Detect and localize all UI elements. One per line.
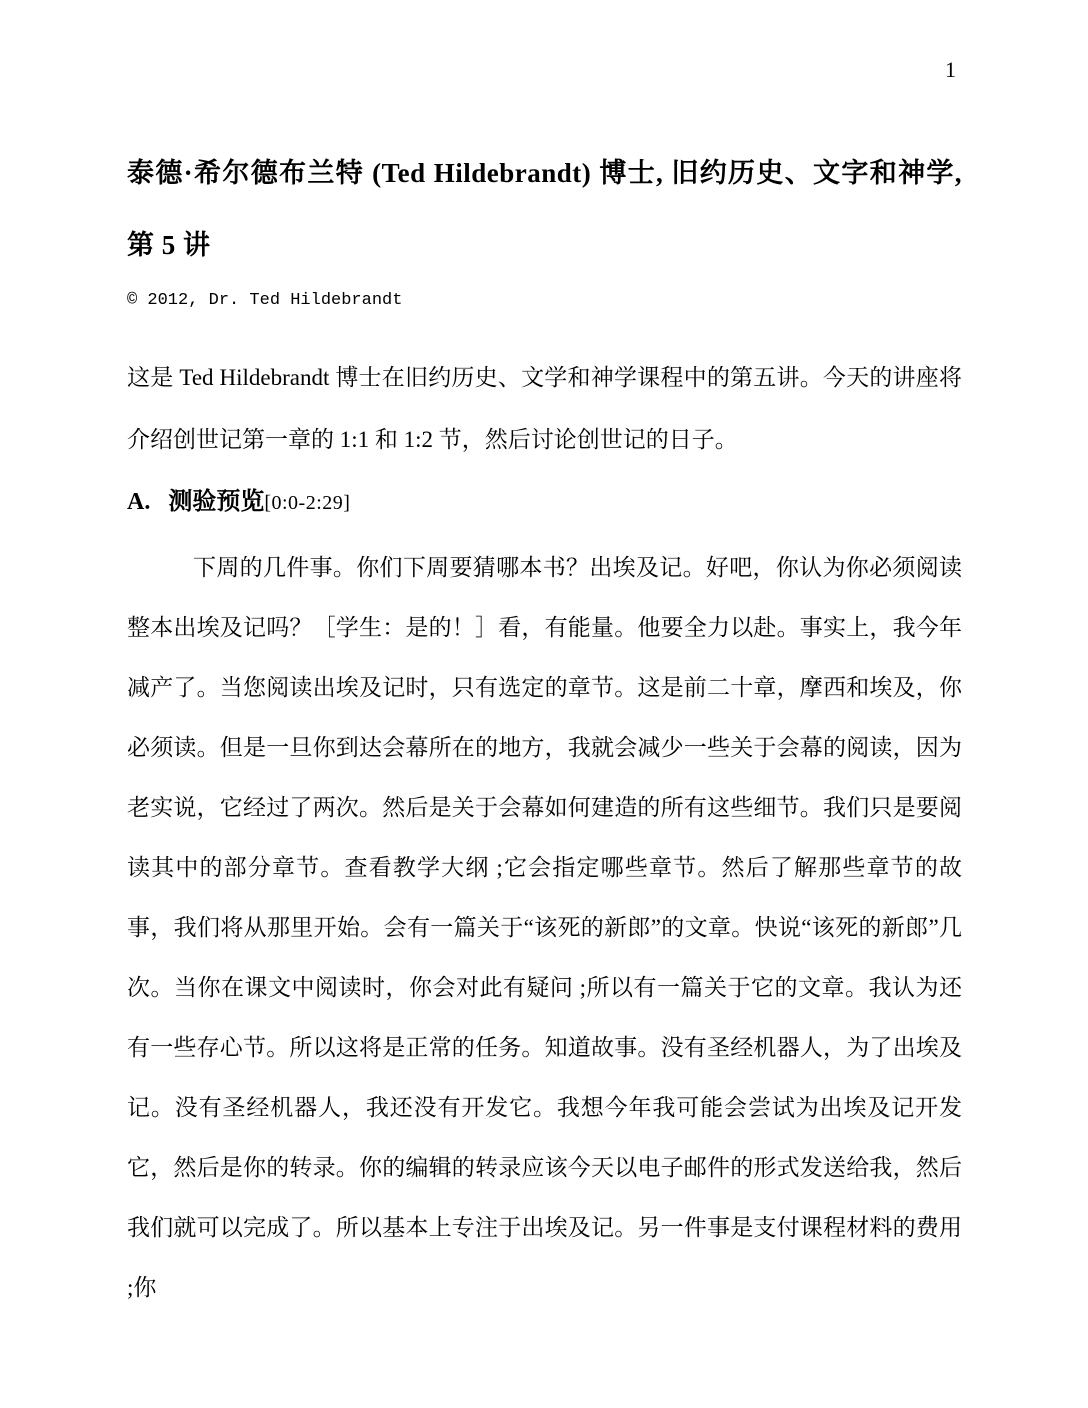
document-title: 泰德·希尔德布兰特 (Ted Hildebrandt) 博士, 旧约历史、文字和神学, 第 5 讲 (127, 158, 962, 260)
section-a-heading (127, 485, 962, 520)
section-a-title: 测验预览 (168, 489, 265, 515)
section-a-timecode: [0:0-2:29] (264, 492, 351, 514)
intro-paragraph: 这是 Ted Hildebrandt 博士在旧约历史、文学和神学课程中的第五讲。今天的讲座将介绍创世记第一章的 1:1 和 1:2 节，然后讨论创世记的日子。 (127, 365, 962, 452)
section-a-label: A. (127, 489, 151, 515)
page-number: 1 (945, 57, 956, 82)
copyright-line: © 2012, Dr. Ted Hildebrandt (127, 291, 403, 310)
lecture-transcript-paragraph: 下周的几件事。你们下周要猜哪本书？出埃及记。好吧，你认为你必须阅读整本出埃及记吗？［学生：是的！］看，有能量。他要全力以赴。事实上，我今年减产了。当您阅读出埃及记时，只有选定的章节。这是前二十章，摩西和埃及，你必须读。但是一旦你到达会幕所在的地方，我就会减少一些关于会幕的阅读，因为老实说，它经过了两次。然后是关于会幕如何建造的所有这些细节。我们只是要阅读其中的部分章节。查看教学大纲 ;它会指定哪些章节。然后了解那些章节的故事，我们将从那里开始。会有一篇关于“该死的新郎”的文章。快说“该死的新郎”几次。当你在课文中阅读时，你会对此有疑问 ;所以有一篇关于它的文章。我认为还有一些存心节。所以这将是正常的任务。知道故事。没有圣经机器人，为了出埃及记。没有圣经机器人，我还没有开发它。我想今年我可能会尝试为出埃及记开发它，然后是你的转录。你的编辑的转录应该今天以电子邮件的形式发送给我，然后我们就可以完成了。所以基本上专注于出埃及记。另一件事是支付课程材料的费用 ;你 (127, 555, 962, 1300)
